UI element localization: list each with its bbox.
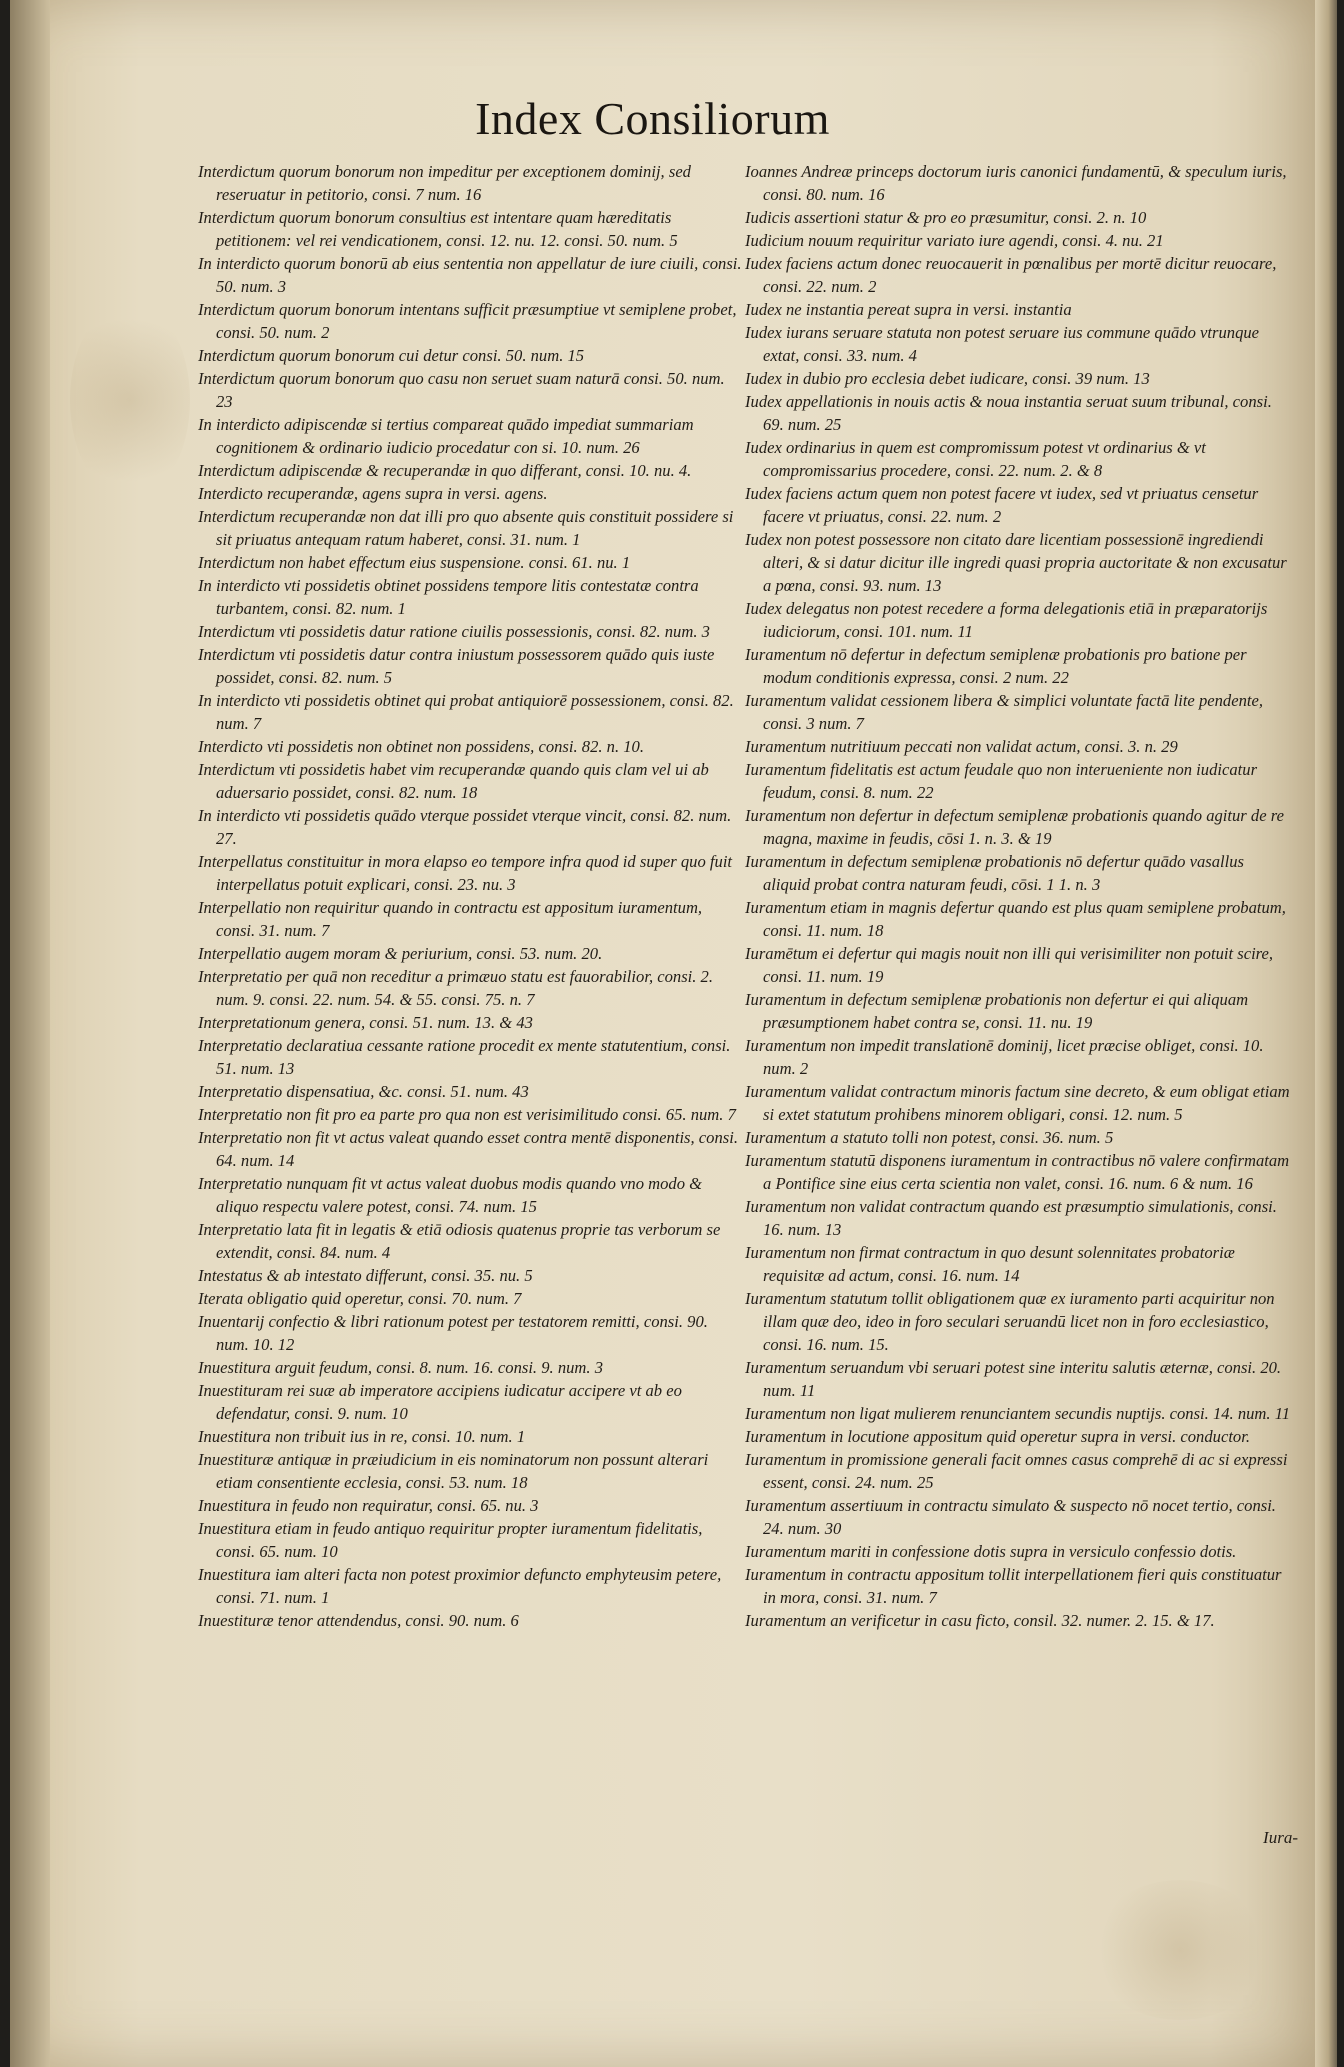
index-entry: Iterata obligatio quid operetur, consi. 70. num. 7 xyxy=(198,1289,522,1308)
index-entry: Interpretatio nunquam fit vt actus valeat duobus modis quando vno modo & aliquo respectu valere potest, consi. 74. num. 15 xyxy=(198,1174,703,1216)
index-entry: Iuramentum validat contractum minoris factum sine decreto, & eum obligat etiam si extet statutum prohibens minorem obligari, consi. 12. num. 5 xyxy=(745,1082,1290,1124)
index-entry: Iudex faciens actum quem non potest facere vt iudex, sed vt priuatus censetur facere vt priuatus, consi. 22. num. 2 xyxy=(745,484,1259,526)
index-column-left xyxy=(198,160,743,1632)
index-entry: Iuramentum non impedit translationē dominij, licet præcise obliget, consi. 10. num. 2 xyxy=(745,1036,1264,1078)
index-entry: Iuramentum fidelitatis est actum feudale quo non interueniente non iudicatur feudum, consi. 8. num. 22 xyxy=(745,760,1258,802)
index-entry: Interdictum vti possidetis datur contra iniustum possessorem quādo quis iuste possidet, consi. 82. num. 5 xyxy=(198,645,715,687)
index-column-right xyxy=(745,160,1292,1632)
index-entry: Interdictum vti possidetis datur ratione ciuilis possessionis, consi. 82. num. 3 xyxy=(198,622,710,641)
index-entry: Iudicium nouum requiritur variato iure agendi, consi. 4. nu. 21 xyxy=(745,231,1164,250)
index-entry: Iudicis assertioni statur & pro eo præsumitur, consi. 2. n. 10 xyxy=(745,208,1147,227)
index-entry: Iudex faciens actum donec reuocauerit in pœnalibus per mortē dicitur reuocare, consi. 22. num. 2 xyxy=(745,254,1277,296)
index-entry: Interpretatio lata fit in legatis & etiā odiosis quatenus proprie tas verborum se extendit, consi. 84. num. 4 xyxy=(198,1220,721,1262)
index-entry: Interpellatus constituitur in mora elapso eo tempore infra quod id super quo fuit interpellatus potuit explicari, consi. 23. nu. 3 xyxy=(198,852,733,894)
index-entry: Interpretatio non fit vt actus valeat quando esset contra mentē disponentis, consi. 64. num. 14 xyxy=(198,1128,738,1170)
index-entry: Interdictum recuperandæ non dat illi pro quo absente quis constituit possidere si sit priuatus antequam ratum haberet, consi. 31. num. 1 xyxy=(198,507,734,549)
index-entry: Iuramentum seruandum vbi seruari potest sine interitu salutis æternæ, consi. 20. num. 11 xyxy=(745,1358,1282,1400)
index-entry: Iudex delegatus non potest recedere a forma delegationis etiā in præparatorijs iudiciorum, consi. 101. num. 11 xyxy=(745,599,1268,641)
page-gutter xyxy=(10,0,50,2067)
index-entry: Interdicto vti possidetis non obtinet non possidens, consi. 82. n. 10. xyxy=(198,737,645,756)
index-entry: Iuramentum in locutione appositum quid operetur supra in versi. conductor. xyxy=(745,1427,1250,1446)
index-entry: Iuramentum validat cessionem libera & simplici voluntate factā lite pendente, consi. 3 num. 7 xyxy=(745,691,1263,733)
page-title: Index Consiliorum xyxy=(475,93,830,144)
index-entry: In interdicto vti possidetis obtinet possidens tempore litis contestatæ contra turbantem, consi. 82. num. 1 xyxy=(198,576,699,618)
index-entry: Interpretatio per quā non receditur a primæuo statu est fauorabilior, consi. 2. num. 9. consi. 22. num. 54. & 55. consi. 75. n. 7 xyxy=(198,967,714,1009)
index-entry: Interpretationum genera, consi. 51. num. 13. & 43 xyxy=(198,1013,533,1032)
index-entry: Iuramentum in contractu appositum tollit interpellationem fieri quis constituatur in mora, consi. 31. num. 7 xyxy=(745,1565,1282,1607)
index-entry: Inuestitura etiam in feudo antiquo requiritur propter iuramentum fidelitatis, consi. 65. num. 10 xyxy=(198,1519,703,1561)
index-entry: Inuestitura arguit feudum, consi. 8. num. 16. consi. 9. num. 3 xyxy=(198,1358,603,1377)
index-entry: Interpellatio non requiritur quando in contractu est appositum iuramentum, consi. 31. num. 7 xyxy=(198,898,703,940)
index-entry: Iuramentum etiam in magnis defertur quando est plus quam semiplene probatum, consi. 11. num. 18 xyxy=(745,898,1286,940)
index-entry: Inuestituram rei suæ ab imperatore accipiens iudicatur accipere vt ab eo defendatur, consi. 9. num. 10 xyxy=(198,1381,682,1423)
index-entry: Intestatus & ab intestato differunt, consi. 35. nu. 5 xyxy=(198,1266,533,1285)
index-entry: Inuentarij confectio & libri rationum potest per testatorem remitti, consi. 90. num. 10. 12 xyxy=(198,1312,708,1354)
index-entry: In interdicto vti possidetis quādo vterque possidet vterque vincit, consi. 82. num. 27. xyxy=(198,806,732,848)
index-entry: Interdictum adipiscendæ & recuperandæ in quo differant, consi. 10. nu. 4. xyxy=(198,461,692,480)
index-entry: Iuramentum in defectum semiplenæ probationis nō defertur quādo vasallus aliquid probat contra naturam feudi, cōsi. 1 1. n. 3 xyxy=(745,852,1244,894)
index-entry: Iudex iurans seruare statuta non potest seruare ius commune quādo vtrunque extat, consi. 33. num. 4 xyxy=(745,323,1260,365)
index-entry: Iuramentum in promissione generali facit omnes casus comprehē di ac si expressi essent, consi. 24. num. 25 xyxy=(745,1450,1288,1492)
index-entry: Inuestitura non tribuit ius in re, consi. 10. num. 1 xyxy=(198,1427,526,1446)
index-entry: Iudex ordinarius in quem est compromissum potest vt ordinarius & vt compromissarius procedere, consi. 22. num. 2. & 8 xyxy=(745,438,1206,480)
index-entry: Inuestituræ antiquæ in præiudicium in eis nominatorum non possunt alterari etiam consentiente ecclesia, consi. 53. num. 18 xyxy=(198,1450,709,1492)
index-entry: Iuramentum non defertur in defectum semiplenæ probationis quando agitur de re magna, maxime in feudis, cōsi 1. n. 3. & 19 xyxy=(745,806,1284,848)
index-entry: In interdicto vti possidetis obtinet qui probat antiquiorē possessionem, consi. 82. num. 7 xyxy=(198,691,734,733)
index-entry: Iuramētum ei defertur qui magis nouit non illi qui verisimiliter non potuit scire, consi. 11. num. 19 xyxy=(745,944,1274,986)
index-entry: Iuramentum nutritiuum peccati non validat actum, consi. 3. n. 29 xyxy=(745,737,1178,756)
index-entry: Interpretatio non fit pro ea parte pro qua non est verisimilitudo consi. 65. num. 7 xyxy=(198,1105,736,1124)
index-entry: Interpretatio declaratiua cessante ratione procedit ex mente statutentium, consi. 51. num. 13 xyxy=(198,1036,731,1078)
index-entry: Iuramentum assertiuum in contractu simulato & suspecto nō nocet tertio, consi. 24. num. 30 xyxy=(745,1496,1276,1538)
index-entry: Inuestituræ tenor attendendus, consi. 90. num. 6 xyxy=(198,1611,519,1630)
index-entry: Interdictum quorum bonorum consultius est intentare quam hæreditatis petitionem: vel rei vendicationem, consi. 12. nu. 12. consi. 50. num. 5 xyxy=(198,208,678,250)
index-entry: In interdicto adipiscendæ si tertius compareat quādo impediat summariam cognitionem & ordinario iudicio procedatur con si. 10. num. 26 xyxy=(198,415,694,457)
index-entry: Iudex appellationis in nouis actis & noua instantia seruat suum tribunal, consi. 69. num. 25 xyxy=(745,392,1272,434)
index-entry: Interpretatio dispensatiua, &c. consi. 51. num. 43 xyxy=(198,1082,529,1101)
catchword: Iura- xyxy=(1263,1828,1298,1847)
index-entry: Interdictum quorum bonorum intentans sufficit præsumptiue vt semiplene probet, consi. 50. num. 2 xyxy=(198,300,737,342)
index-entry: Iuramentum non firmat contractum in quo desunt solennitates probatoriæ requisitæ ad actum, consi. 16. num. 14 xyxy=(745,1243,1235,1285)
index-entry: Iudex in dubio pro ecclesia debet iudicare, consi. 39 num. 13 xyxy=(745,369,1150,388)
index-entry: Interdictum quorum bonorum cui detur consi. 50. num. 15 xyxy=(198,346,585,365)
index-entry: Interpellatio augeт moram & periurium, consi. 53. num. 20. xyxy=(198,944,603,963)
index-entry: Inuestitura iam alteri facta non potest proximior defuncto emphyteusim petere, consi. 71. num. 1 xyxy=(198,1565,722,1607)
paper-stain xyxy=(1090,1880,1270,2020)
index-entry: Iuramentum a statuto tolli non potest, consi. 36. num. 5 xyxy=(745,1128,1114,1147)
index-entry: Iudex non potest possessore non citato dare licentiam possessionē ingrediendi alteri, & si datur dicitur ille ingredi quasi propria auctoritate & non excusatur a pœna, consi. 93. num. 13 xyxy=(745,530,1287,595)
index-entry: Iuramentum nō defertur in defectum semiplenæ probationis pro batione per modum conditionis expressa, consi. 2 num. 22 xyxy=(745,645,1247,687)
index-entry: Iuramentum statutū disponens iuramentum in contractibus nō valere confirmatam a Pontifice sine eius certa scientia non valet, consi. 16. num. 6 & num. 16 xyxy=(745,1151,1290,1193)
index-entry: Interdictum non habet effectum eius suspensione. consi. 61. nu. 1 xyxy=(198,553,631,572)
index-entry: Interdicto recuperandæ, agens supra in versi. agens. xyxy=(198,484,548,503)
index-entry: Iuramentum non ligat mulierem renunciantem secundis nuptijs. consi. 14. num. 11 xyxy=(745,1404,1291,1423)
index-entry: Iuramentum an verificetur in casu ficto, consil. 32. numer. 2. 15. & 17. xyxy=(745,1611,1215,1630)
index-entry: Inuestitura in feudo non requiratur, consi. 65. nu. 3 xyxy=(198,1496,539,1515)
index-entry: Interdictum quorum bonorum quo casu non seruet suam naturā consi. 50. num. 23 xyxy=(198,369,725,411)
index-entry: Interdictum quorum bonorum non impeditur per exceptionem dominij, sed reseruatur in petitorio, consi. 7 num. 16 xyxy=(198,162,691,204)
index-entry: Iudex ne instantia pereat supra in versi. instantia xyxy=(745,300,1072,319)
index-entry: Interdictum vti possidetis habet vim recuperandæ quando quis clam vel ui ab aduersario possidet, consi. 82. num. 18 xyxy=(198,760,709,802)
paper-stain xyxy=(70,300,190,500)
index-entry: Ioannes Andreæ princeps doctorum iuris canonici fundamentū, & speculum iuris, consi. 80. num. 16 xyxy=(745,162,1287,204)
index-entry: In interdicto quorum bonorū ab eius sententia non appellatur de iure ciuili, consi. 50. num. 3 xyxy=(198,254,742,296)
index-entry: Iuramentum statutum tollit obligationem quæ ex iuramento parti acquiritur non illam quæ deo, ideo in foro seculari seruandū licet non in foro ecclesiastico, consi. 16. num. 15. xyxy=(745,1289,1275,1354)
index-entry: Iuramentum mariti in confessione dotis supra in versiculo confessio dotis. xyxy=(745,1542,1237,1561)
page-edge xyxy=(1315,0,1337,2067)
index-entry: Iuramentum non validat contractum quando est præsumptio simulationis, consi. 16. num. 13 xyxy=(745,1197,1277,1239)
index-entry: Iuramentum in defectum semiplenæ probationis non defertur ei qui aliquam præsumptionem habet contra se, consi. 11. nu. 19 xyxy=(745,990,1249,1032)
